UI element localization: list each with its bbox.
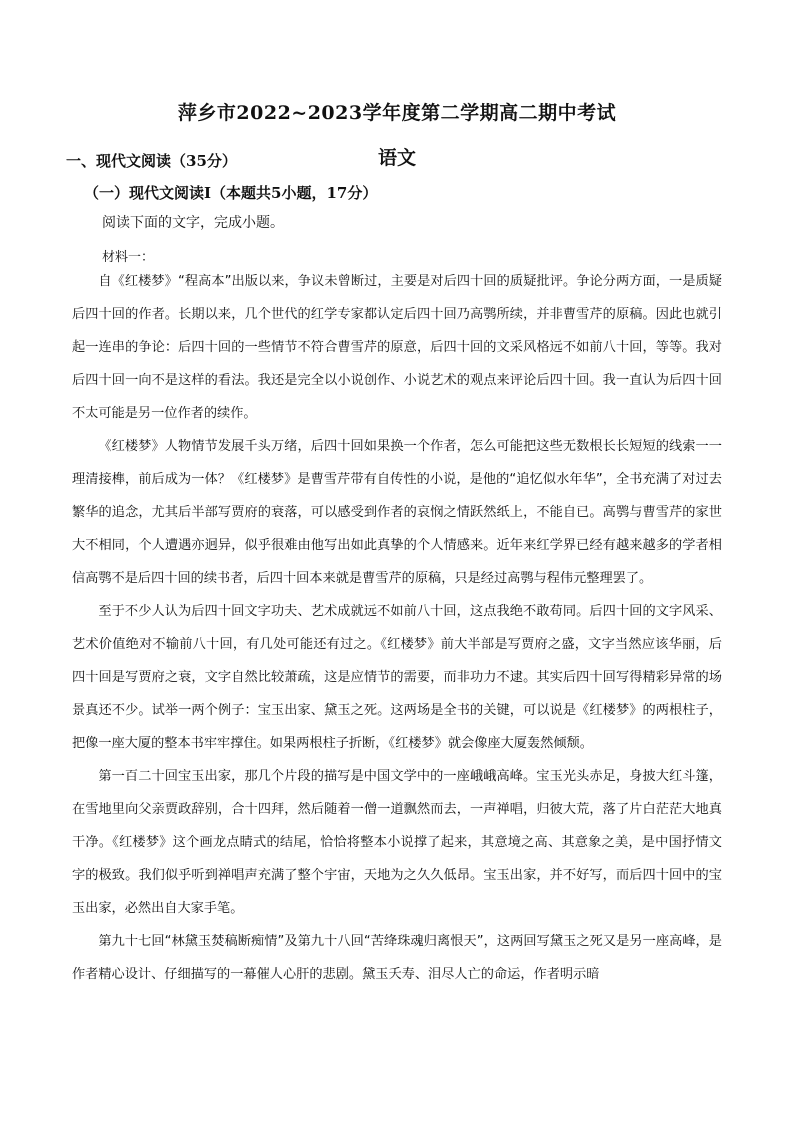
article-body (72, 265, 722, 991)
paragraph: 第一百二十回宝玉出家，那几个片段的描写是中国文学中的一座峨峨高峰。宝玉光头赤足，身披大红斗篷，在雪地里向父亲贾政辞别，合十四拜，然后随着一僧一道飘然而去，一声禅唱，归彼大荒，落了片白茫茫大地真干净。《红楼梦》这个画龙点睛式的结尾，恰恰将整本小说撑了起来，其意境之高、其意象之美，是中国抒情文字的极致。我们似乎听到禅唱声充满了整个宇宙，天地为之久久低昂。宝玉出家，并不好写，而后四十回中的宝玉出家，必然出自大家手笔。 (72, 769, 722, 916)
paragraph: 第九十七回“林黛玉焚稿断痴情”及第九十八回“苦绛珠魂归离恨天”，这两回写黛玉之死又是另一座高峰，是作者精心设计、仔细描写的一幕催人心肝的悲剧。黛玉夭寿、泪尽人亡的命运，作者明示暗 (72, 934, 722, 982)
paragraph: 自《红楼梦》“程高本”出版以来，争议未曾断过，主要是对后四十回的质疑批评。争论分两方面，一是质疑后四十回的作者。长期以来，几个世代的红学专家都认定后四十回乃高鹗所续，并非曹雪芹的原稿。因此也就引起一连串的争论：后四十回的一些情节不符合曹雪芹的原意，后四十回的文采风格远不如前八十回，等等。我对后四十回一向不是这样的看法。我还是完全以小说创作、小说艺术的观点来评论后四十回。我一直认为后四十回不太可能是另一位作者的续作。 (72, 274, 722, 421)
section-heading: 一、现代文阅读（35分） (66, 152, 237, 170)
exam-title: 萍乡市2022~2023学年度第二学期高二期中考试 (177, 102, 617, 124)
subject-title: 语文 (377, 147, 416, 169)
material-label: 材料一： (102, 250, 155, 265)
paragraph: 至于不少人认为后四十回文字功夫、艺术成就远不如前八十回，这点我绝不敢苟同。后四十回的文字风采、艺术价值绝对不输前八十回，有几处可能还有过之。《红楼梦》前大半部是写贾府之盛，文字当然应该华丽，后四十回是写贾府之衰，文字自然比较萧疏，这是应情节的需要，而非功力不逮。其实后四十回写得精彩异常的场景真还不少。试举一两个例子：宝玉出家、黛玉之死。这两场是全书的关键，可以说是《红楼梦》的两根柱子，把像一座大厦的整本书牢牢撑住。如果两根柱子折断，《红楼梦》就会像座大厦轰然倾颓。 (72, 604, 722, 751)
subsection-heading: （一）现代文阅读Ⅰ（本题共5小题，17分） (84, 184, 378, 202)
paragraph: 《红楼梦》人物情节发展千头万绪，后四十回如果换一个作者，怎么可能把这些无数根长长短短的线索一一理清接榫，前后成为一体？《红楼梦》是曹雪芹带有自传性的小说，是他的“追忆似水年华”，全书充满了对过去繁华的追念，尤其后半部写贾府的衰落，可以感受到作者的哀悯之情跃然纸上，不能自已。高鹗与曹雪芹的家世大不相同，个人遭遇亦迥异，似乎很难由他写出如此真挚的个人情感来。近年来红学界已经有越来越多的学者相信高鹗不是后四十回的续书者，后四十回本来就是曹雪芹的原稿，只是经过高鹗与程伟元整理罢了。 (72, 439, 722, 586)
reading-instruction: 阅读下面的文字，完成小题。 (102, 215, 284, 231)
